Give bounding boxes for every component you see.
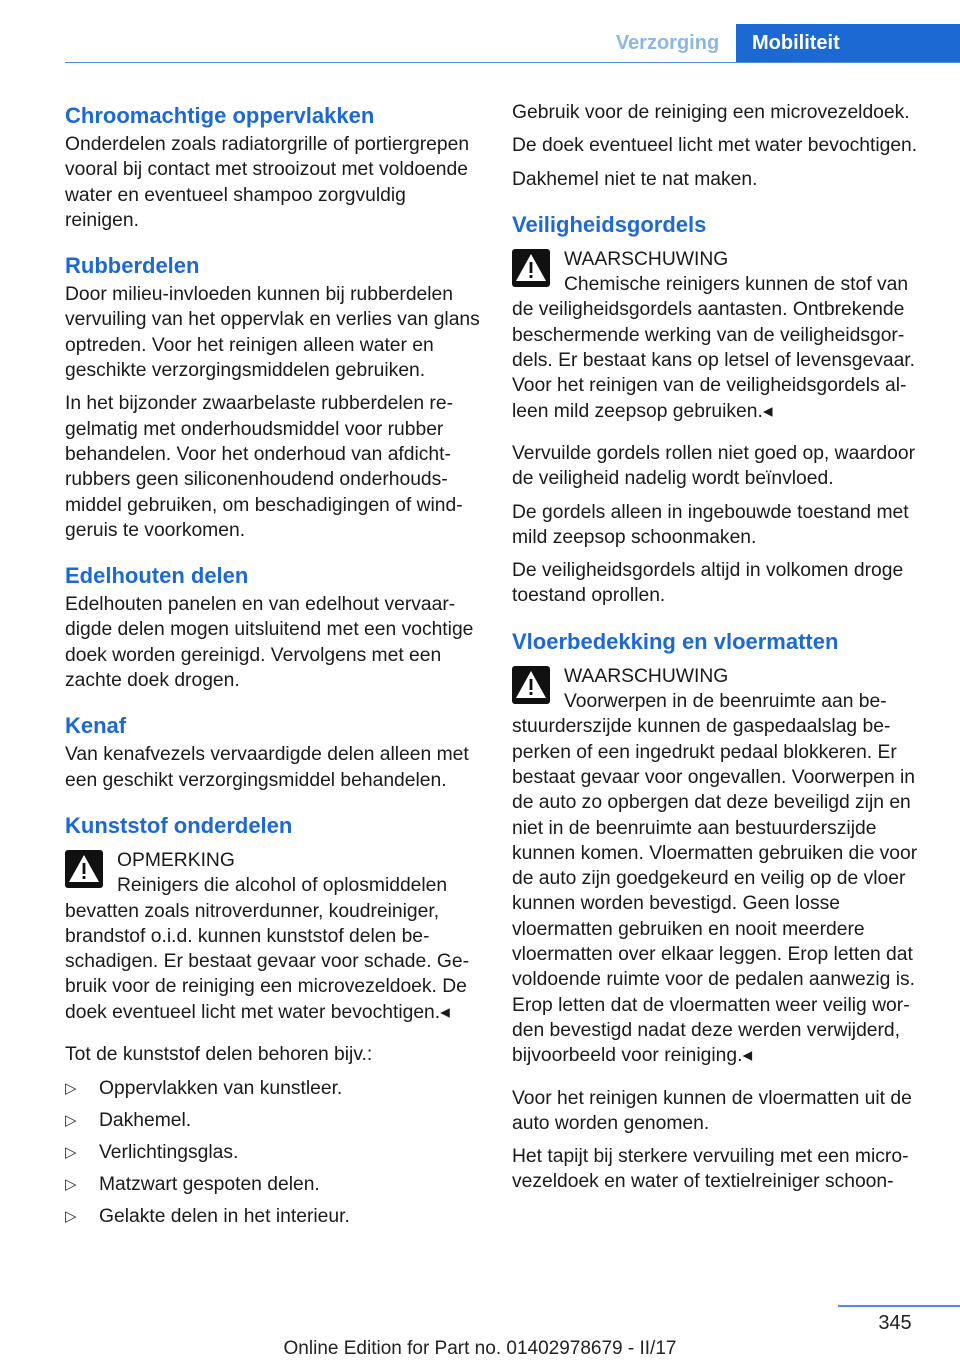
note-box-kunststof: [65, 848, 480, 1025]
warning-triangle-icon: [512, 666, 550, 704]
triangle-bullet-icon: ▷: [65, 1080, 77, 1098]
warning-box-gordels: [512, 247, 927, 424]
note-text: Reinigers die alcohol of oplosmiddelen bevatten zoals nitroverdunner, koudreiniger, brandstof o.i.d. kunnen kunststof delen beschadigen. Er bestaat gevaar voor schade. Gebruik voor de reiniging een microvezeldoek. De doek eventueel licht met water bevochtigen.◂: [65, 875, 470, 1023]
heading-veiligheidsgordels: Veiligheidsgordels: [512, 211, 707, 237]
paragraph-gordels-1: Vervuilde gordels rollen niet goed op, waardoor de veiligheid nadelig wordt beïnvloed.: [512, 442, 916, 490]
triangle-bullet-icon: ▷: [65, 1143, 77, 1161]
paragraph-right-2: De doek eventueel licht met water bevochtigen.: [512, 135, 918, 157]
warning-label: WAARSCHUWING: [564, 248, 729, 270]
paragraph-right-3: Dakhemel niet te nat maken.: [512, 168, 758, 190]
paragraph-rubber-1: Door milieu-invloeden kunnen bij rubberdelen vervuiling van het oppervlak en verlies van glans optreden. Voor het reinigen alleen water en geschikte verzorgingsmiddelen gebruiken.: [65, 284, 480, 382]
right-column: [512, 100, 927, 1195]
heading-kenaf: Kenaf: [65, 713, 127, 739]
warning-label: WAARSCHUWING: [564, 665, 729, 687]
list-item: ▷ Gelakte delen in het interieur.: [65, 1204, 480, 1229]
list-item: ▷ Dakhemel.: [65, 1108, 480, 1133]
warning-box-vloer: [512, 664, 927, 1069]
heading-kunststof: Kunststof onderdelen: [65, 812, 293, 838]
heading-vloerbedekking: Vloerbedekking en vloermatten: [512, 628, 839, 654]
triangle-bullet-icon: ▷: [65, 1175, 77, 1193]
paragraph-vloer-1: Voor het reinigen kunnen de vloermatten uit de auto worden genomen.: [512, 1087, 912, 1134]
paragraph-kenaf: Van kenafvezels vervaardigde delen alleen met een geschikt verzorgingsmiddel behandelen.: [65, 744, 469, 791]
warning-text: Voorwerpen in de beenruimte aan bestuurderszijde kunnen de gaspedaalslag beperken of een ingedrukt pedaal blokkeren. Er bestaat gevaar voor ongevallen. Voorwerpen in de auto zo opbergen dat deze beveiligd zijn en niet in de beenruimte aan bestuurderszijde kunnen komen. Vloermatten gebruiken die voor de auto zijn goedgekeurd en veilig op de vloer kunnen worden bevestigd. Geen losse vloermatten gebruiken en nooit meerdere vloermatten over elkaar leggen. Erop letten dat voldoende ruimte voor de pedalen aanwezig is. Erop letten dat de vloermatten weer veilig worden bevestigd nadat deze werden verwijderd, bijvoorbeeld voor reiniging.◂: [512, 691, 918, 1067]
paragraph-vloer-2: Het tapijt bij sterkere vervuiling met een microvezeldoek en water of textielreiniger schoon-: [512, 1146, 909, 1193]
list-intro: Tot de kunststof delen behoren bijv.:: [65, 1044, 373, 1066]
list-item: ▷ Verlichtingsglas.: [65, 1140, 480, 1165]
list-item: ▷ Matzwart gespoten delen.: [65, 1172, 480, 1197]
footer-rule: [838, 1305, 960, 1307]
warning-text: Chemische reinigers kunnen de stof van de veiligheidsgordels aantasten. Ontbrekende beschermende werking van de veiligheidsgordels. Er bestaat kans op letsel of levensgevaar. Voor het reinigen van de veiligheidsgordels alleen mild zeepsop gebruiken.◂: [512, 274, 916, 422]
kunststof-list: [65, 1076, 480, 1228]
paragraph-rubber-2: In het bijzonder zwaarbelaste rubberdelen regelmatig met onderhoudsmiddel voor rubber behandelen. Voor het onderhoud van afdichtrubbers geen siliconenhoudend onderhoudsmiddel gebruiken, om beschadigingen of windgeruis te voorkomen.: [65, 393, 463, 541]
warning-triangle-icon: [512, 249, 550, 287]
heading-rubberdelen: Rubberdelen: [65, 253, 200, 279]
note-label: OPMERKING: [117, 849, 235, 871]
header-rule: [65, 62, 960, 63]
left-column: [65, 100, 480, 1235]
paragraph-gordels-3: De veiligheidsgordels altijd in volkomen droge toestand oprollen.: [512, 560, 904, 607]
paragraph-gordels-2: De gordels alleen in ingebouwde toestand met mild zeepsop schoonmaken.: [512, 501, 909, 548]
page-number: 345: [878, 1312, 912, 1334]
paragraph-right-1: Gebruik voor de reiniging een microvezeldoek.: [512, 102, 910, 123]
tab-mobiliteit[interactable]: Mobiliteit: [736, 24, 960, 62]
triangle-bullet-icon: ▷: [65, 1207, 77, 1225]
list-item: ▷ Oppervlakken van kunstleer.: [65, 1076, 480, 1101]
heading-chroom: Chroomachtige oppervlakken: [65, 103, 375, 128]
tab-verzorging[interactable]: Verzorging: [615, 32, 720, 54]
warning-triangle-icon: [65, 850, 103, 888]
triangle-bullet-icon: ▷: [65, 1112, 77, 1130]
edition-footer: Online Edition for Part no. 01402978679 - II/17: [283, 1338, 677, 1359]
paragraph-chroom: Onderdelen zoals radiatorgrille of portiergrepen vooral bij contact met strooizout met voldoende water en eventueel shampoo zorgvuldig reinigen.: [65, 134, 470, 231]
heading-edelhout: Edelhouten delen: [65, 563, 249, 589]
paragraph-edelhout: Edelhouten panelen en van edelhout vervaardigde delen mogen uitsluitend met een vochtige doek worden gereinigd. Vervolgens met een zachte doek drogen.: [65, 594, 474, 692]
